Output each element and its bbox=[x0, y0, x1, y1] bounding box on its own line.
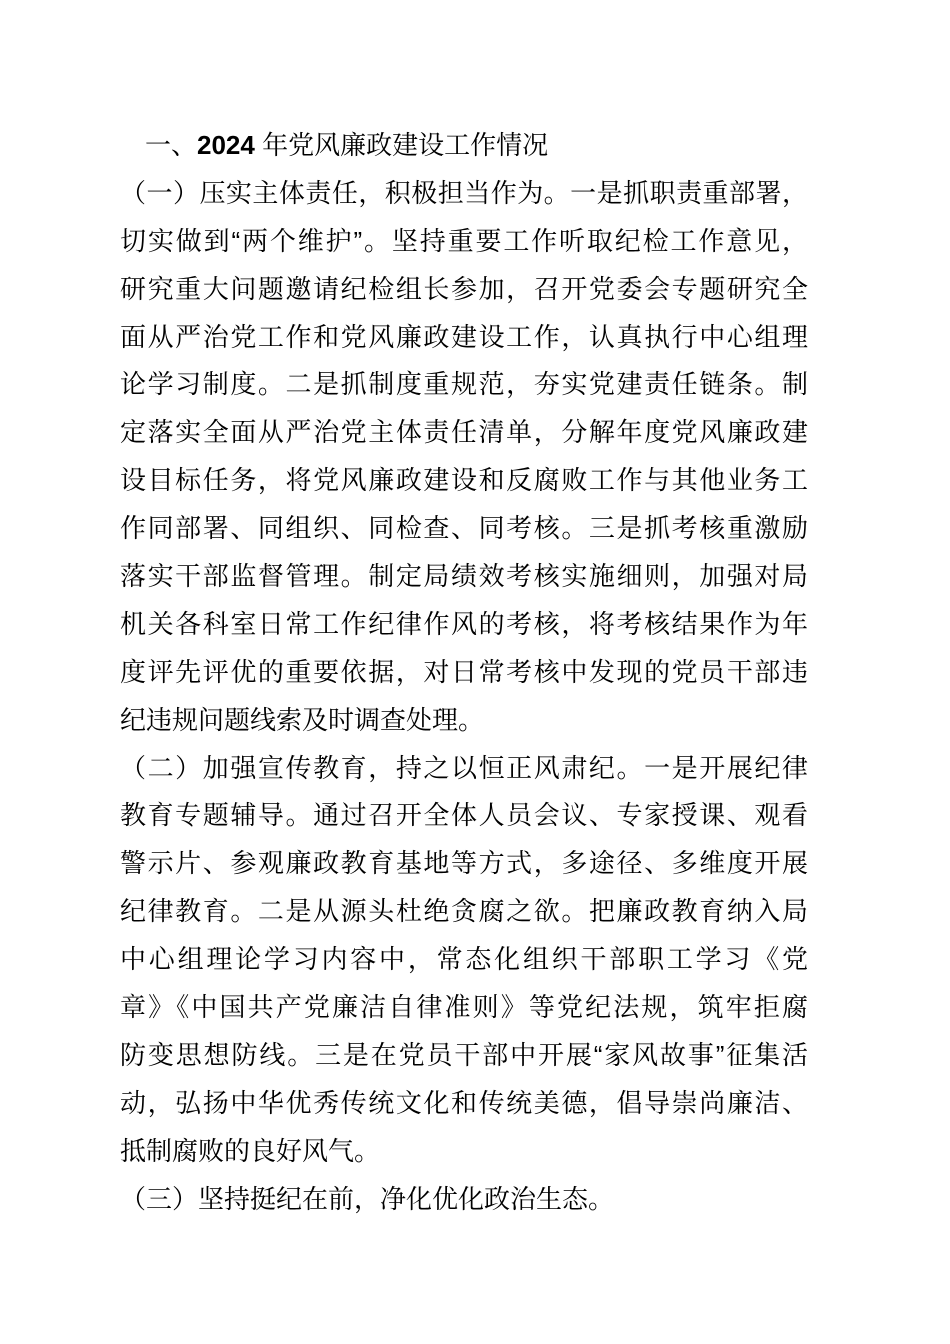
text-line: 论学习制度。二是抓制度重规范，夯实党建责任链条。制 bbox=[120, 369, 808, 400]
text-line: 作同部署、同组织、同检查、同考核。三是抓考核重激励 bbox=[120, 513, 808, 544]
text-line: （二）加强宣传教育，持之以恒正风肃纪。一是开展纪律 bbox=[120, 752, 808, 783]
heading-year: 2024 bbox=[197, 130, 255, 160]
text-line: 防变思想防线。三是在党员干部中开展“家风故事”征集活 bbox=[120, 1039, 808, 1070]
text-line: 研究重大问题邀请纪检组长参加，召开党委会专题研究全 bbox=[120, 273, 808, 304]
text-line: （三）坚持挺纪在前，净化优化政治生态。 bbox=[120, 1183, 615, 1214]
text-line: 中心组理论学习内容中，常态化组织干部职工学习《党 bbox=[120, 944, 808, 975]
text-line: 定落实全面从严治党主体责任清单，分解年度党风廉政建 bbox=[120, 417, 808, 448]
text-line: 抵制腐败的良好风气。 bbox=[120, 1135, 381, 1166]
document-body bbox=[120, 122, 808, 1223]
text-line: 切实做到“两个维护”。坚持重要工作听取纪检工作意见， bbox=[120, 225, 808, 256]
text-line: （一）压实主体责任，积极担当作为。一是抓职责重部署， bbox=[120, 177, 808, 208]
text-line: 设目标任务，将党风廉政建设和反腐败工作与其他业务工 bbox=[120, 465, 808, 496]
text-line: 纪违规问题线索及时调查处理。 bbox=[120, 704, 485, 735]
text-line: 动，弘扬中华优秀传统文化和传统美德，倡导崇尚廉洁、 bbox=[120, 1087, 808, 1118]
text-line: 纪律教育。二是从源头杜绝贪腐之欲。把廉政教育纳入局 bbox=[120, 896, 808, 927]
text-line: 警示片、参观廉政教育基地等方式，多途径、多维度开展 bbox=[120, 848, 808, 879]
section-heading bbox=[145, 122, 808, 170]
text-line: 落实干部监督管理。制定局绩效考核实施细则，加强对局 bbox=[120, 561, 808, 592]
text-line: 教育专题辅导。通过召开全体人员会议、专家授课、观看 bbox=[120, 800, 808, 831]
text-line: 度评先评优的重要依据，对日常考核中发现的党员干部违 bbox=[120, 656, 808, 687]
text-line: 面从严治党工作和党风廉政建设工作，认真执行中心组理 bbox=[120, 321, 808, 352]
heading-title-text: 年党风廉政建设工作情况 bbox=[254, 130, 549, 160]
heading-prefix: 一、 bbox=[145, 130, 198, 160]
text-line: 章》《中国共产党廉洁自律准则》等党纪法规，筑牢拒腐 bbox=[120, 992, 808, 1023]
text-line: 机关各科室日常工作纪律作风的考核，将考核结果作为年 bbox=[120, 608, 808, 639]
